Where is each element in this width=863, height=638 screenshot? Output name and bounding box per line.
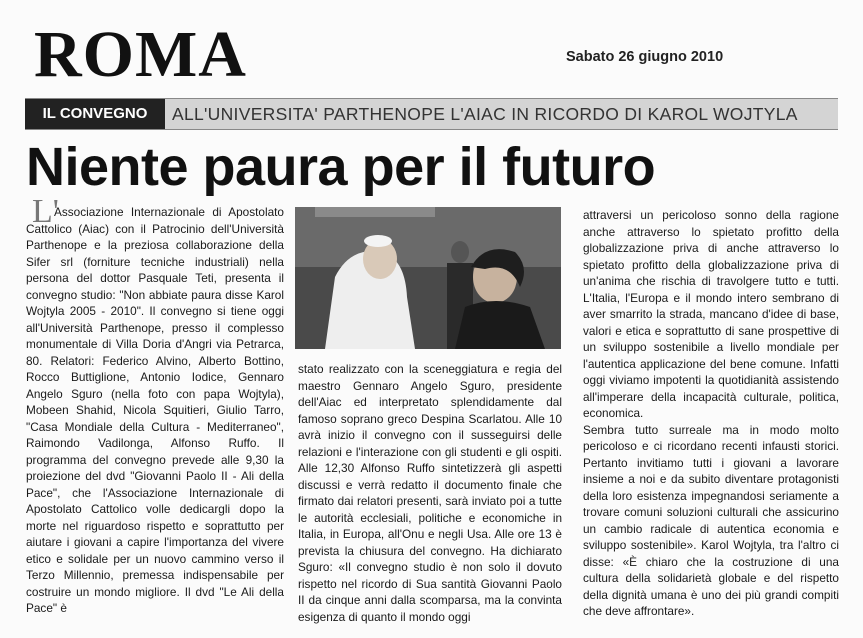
article-column-1: Associazione Internazionale di Apostolato Cattolico (Aiac) con il Patrocinio dell'Università Parthenope e la preziosa collaborazione della Sifer srl (forniture tecniche industriali) nella persona del dottor Pasquale Teti, presenta il convegno studio: "Non abbiate paura disse Karol Wojtyla 2005 - 2010". Il convegno si tiene oggi all'Università Parthenope, presso il complesso monumentale di Villa Doria d'Angri via Petrarca, 80. Relatori: Federico Alvino, Alberto Bottino, Rocco Buttiglione, Antonio Iodice, Gennaro Angelo Sguro (nella foto con papa Wojtyla), Mobeen Shahid, Nicola Squitieri, Giulio Tarro, "Casa Mondiale della Cultura - Mediterraneo", Raimondo Vadilonga, Alfonso Ruffo. Il programma del convegno prevede alle 9,30 la proiezione del dvd "Giovanni Paolo II - Ali della Pace", che l'Associazione Internazionale di Apostolato Cattolico volle dedicargli dopo la morte nel riguardoso rispetto e soprattutto per aiutare i giovani a capire l'importanza del vivere etico e solidale per un nuovo cammino verso il Terzo Millennio, premessa indispensabile per costruire un mondo migliore. Il dvd "Le Ali della Pace" è <box>26 205 284 615</box>
section-kicker-bar <box>25 98 838 130</box>
drop-cap: L' <box>32 193 59 230</box>
issue-date: Sabato 26 giugno 2010 <box>566 49 724 65</box>
photo-pope-and-guest-icon <box>295 207 561 349</box>
article-photo <box>295 207 561 349</box>
kicker-subtitle: ALL'UNIVERSITA' PARTHENOPE L'AIAC IN RICORDO DI KAROL WOJTYLA <box>172 104 798 124</box>
newspaper-masthead: ROMA <box>34 18 247 91</box>
article-column-3: attraversi un pericoloso sonno della ragione anche attraverso lo spietato profitto della globalizzazione priva di anche attraverso lo spietato profitto della globalizzazione priva di un'anima che rischia di travolgere tutto e tutti. L'Italia, l'Europa e il mondo intero sembrano di aver smarrito la strada, mancano d'idee di base, valori e etica e soprattutto di sane prospettive di un sviluppo sostenibile a livello mondiale per l'autentica applicazione del bene comune. Infatti oggi viviamo impotenti la quotidianità assistendo all'imperare della incapacità culturale, politica, economica. Sembra tutto surreale ma in modo molto pericoloso e ci ricordano recenti infausti storici. Pertanto invitiamo tutti i giovani a lavorare insieme a noi e da subito diventare protagonisti della loro esistenza impegnandosi seriamente a trovare comuni soluzioni culturali che assicurino un cambio radicale di autentica economia e sviluppo sostenibile». Karol Wojtyla, tra l'altro ci disse: «È chiaro che la costruzione di una cultura della solidarietà globale e del rispetto della dignità umana è uno dei più grandi compiti che deve affrontare». <box>583 208 839 618</box>
article-headline: Niente paura per il futuro <box>26 137 656 197</box>
article-column-2: stato realizzato con la sceneggiatura e regia del maestro Gennaro Angelo Sguro, presidente dell'Aiac ed interpretato splendidamente dal famoso soprano greco Despina Scarlatou. Alle 10 avrà inizio il convegno con il susseguirsi delle relazioni e l'interazione con gli studenti e gli ospiti. Alle 12,30 Alfonso Ruffo sintetizzerà gli aspetti discussi e verrà redatto il documento finale che firmato dai relatori presenti, sarà inviato poi a tutte le autorità ecclesiali, politiche e economiche in Italia, in Europa, all'Onu e negli Usa. Alle ore 13 è prevista la chiusura del convegno. Ha dichiarato Sguro: «Il convegno studio è non solo il dovuto rispetto nel ricordo di Sua santità Giovanni Paolo II da cinque anni dalla scomparsa, ma la convinta esigenza di quanto il mondo oggi <box>298 362 562 624</box>
section-tag: IL CONVEGNO <box>25 99 165 129</box>
